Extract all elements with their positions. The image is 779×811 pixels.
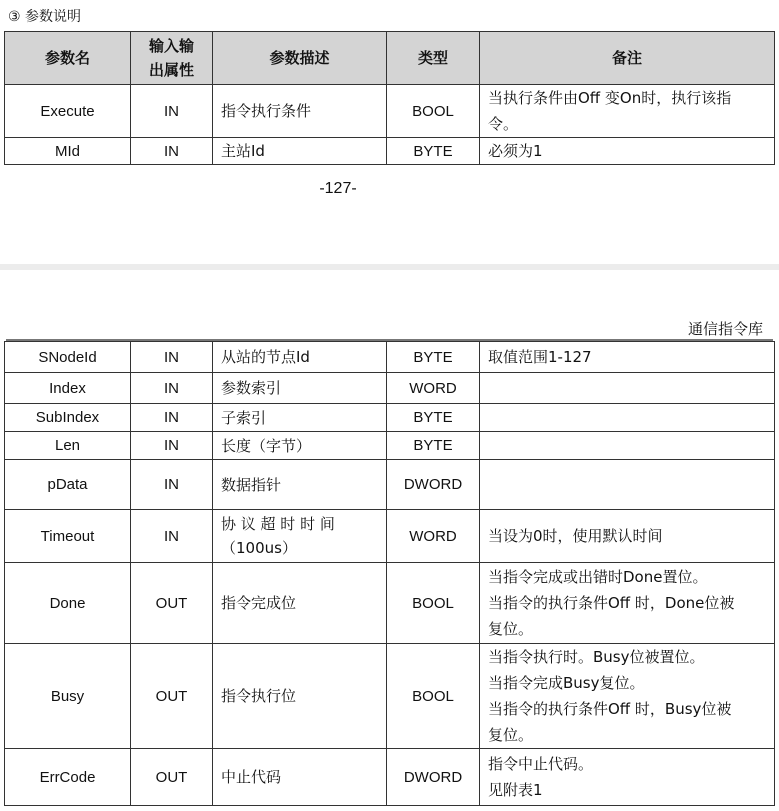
remark-line: 见附表1: [488, 781, 543, 799]
cell-io-attribute: [131, 644, 213, 749]
cell-io-attribute-text: IN: [164, 142, 179, 160]
cell-type: [387, 85, 480, 138]
cell-description: [213, 460, 387, 510]
table-row: [5, 373, 775, 404]
cell-type: [387, 342, 480, 373]
table-row: [5, 85, 775, 138]
cell-param-name: [5, 563, 131, 644]
cell-description-text: 从站的节点Id: [221, 348, 310, 366]
cell-type-text: BOOL: [412, 594, 454, 612]
cell-param-name-text: Execute: [40, 102, 95, 120]
cell-type-text: BOOL: [412, 687, 454, 705]
remark-line: 当指令执行时。Busy位被置位。: [488, 648, 705, 666]
cell-io-attribute: [131, 432, 213, 460]
parameter-table-bottom: [4, 341, 775, 806]
cell-io-attribute-text: OUT: [155, 687, 188, 705]
cell-param-name-text: Index: [49, 379, 86, 397]
cell-description: [213, 404, 387, 432]
cell-io-attribute: [131, 460, 213, 510]
header-remarks: 备注: [480, 32, 775, 85]
cell-description: [213, 510, 387, 563]
cell-io-attribute: [131, 138, 213, 165]
cell-description-text: 参数索引: [221, 379, 282, 397]
cell-io-attribute-text: IN: [164, 379, 179, 397]
cell-type: [387, 510, 480, 563]
remark-line: 复位。: [488, 726, 534, 744]
table-row: [5, 138, 775, 165]
cell-remarks: [480, 342, 775, 373]
cell-description-text: 指令完成位: [221, 594, 297, 612]
cell-type: [387, 749, 480, 806]
cell-description: [213, 342, 387, 373]
cell-param-name: [5, 749, 131, 806]
cell-remarks: [480, 749, 775, 806]
cell-param-name-text: ErrCode: [39, 768, 96, 786]
table-row: [5, 644, 775, 749]
remark-line: 当指令完成或出错时Done置位。: [488, 568, 708, 586]
header-type: 类型: [387, 32, 480, 85]
cell-io-attribute-text: IN: [164, 409, 179, 426]
table-row: [5, 563, 775, 644]
page-separator: [0, 264, 779, 270]
cell-description-text: 子索引: [221, 408, 267, 427]
cell-param-name: [5, 460, 131, 510]
cell-type-text: WORD: [409, 379, 457, 397]
cell-io-attribute: [131, 749, 213, 806]
cell-remarks: [480, 138, 775, 165]
cell-param-name: [5, 404, 131, 432]
cell-type: [387, 404, 480, 432]
cell-remarks: [480, 404, 775, 432]
cell-description: [213, 138, 387, 165]
cell-description-text: 主站Id: [221, 142, 265, 160]
cell-remarks: [480, 373, 775, 404]
remark-line: 必须为1: [488, 142, 543, 160]
table-row: [5, 432, 775, 460]
cell-io-attribute-text: IN: [164, 102, 179, 120]
remark-line: 当指令的执行条件Off 时，Busy位被: [488, 700, 732, 718]
cell-io-attribute-text: OUT: [155, 594, 188, 612]
cell-type: [387, 373, 480, 404]
cell-description-text: 长度（字节）: [221, 436, 312, 455]
remark-line: 指令中止代码。: [488, 755, 594, 773]
remark-line: 当执行条件由Off 变On时，执行该指: [488, 89, 732, 107]
cell-type-text: BYTE: [413, 142, 453, 160]
cell-param-name-text: Done: [49, 594, 86, 612]
cell-description-text: 中止代码: [221, 768, 282, 786]
remark-line: 复位。: [488, 620, 534, 638]
remark-line: 当指令完成Busy复位。: [488, 674, 645, 692]
parameter-table-top: [4, 31, 775, 165]
cell-description-text: 数据指针: [221, 475, 282, 494]
cell-param-name-text: MId: [54, 142, 80, 160]
cell-param-name-text: Timeout: [40, 527, 95, 545]
remark-line: 取值范围1-127: [488, 348, 592, 366]
cell-description: [213, 563, 387, 644]
cell-io-attribute: [131, 342, 213, 373]
cell-type: [387, 460, 480, 510]
cell-io-attribute-text: OUT: [155, 768, 188, 786]
cell-type-text: BYTE: [413, 409, 453, 426]
cell-param-name: [5, 85, 131, 138]
remark-line: 当指令的执行条件Off 时，Done位被: [488, 594, 735, 612]
cell-type: [387, 138, 480, 165]
cell-type-text: DWORD: [403, 768, 463, 786]
table-row: [5, 404, 775, 432]
cell-io-attribute: [131, 85, 213, 138]
cell-io-attribute-text: IN: [164, 476, 179, 493]
cell-param-name-text: SubIndex: [35, 409, 100, 426]
page-header-title: 通信指令库: [687, 320, 763, 338]
cell-remarks: [480, 563, 775, 644]
cell-type-text: BYTE: [413, 348, 453, 366]
header-param-description: 参数描述: [213, 32, 387, 85]
cell-io-attribute-text: IN: [164, 348, 179, 366]
cell-type: [387, 563, 480, 644]
remark-line: 令。: [488, 115, 519, 133]
cell-description: [213, 373, 387, 404]
cell-io-attribute: [131, 510, 213, 563]
cell-param-name: [5, 510, 131, 563]
cell-io-attribute: [131, 404, 213, 432]
cell-description: [213, 644, 387, 749]
cell-description-text: 指令执行条件: [221, 102, 312, 120]
cell-io-attribute-text: IN: [164, 527, 179, 545]
cell-param-name-text: SNodeId: [38, 348, 97, 366]
cell-type: [387, 432, 480, 460]
cell-io-attribute-text: IN: [164, 437, 179, 454]
cell-remarks: [480, 644, 775, 749]
page-number: -127-: [319, 180, 357, 197]
header-param-name: 参数名: [5, 32, 131, 85]
cell-io-attribute: [131, 563, 213, 644]
cell-param-name: [5, 644, 131, 749]
cell-param-name: [5, 432, 131, 460]
table-row: [5, 460, 775, 510]
cell-remarks: [480, 510, 775, 563]
cell-io-attribute: [131, 373, 213, 404]
table-row: [5, 510, 775, 563]
cell-param-name-text: Busy: [50, 687, 85, 705]
cell-description-text: 协 议 超 时 时 间 （100us）: [221, 515, 335, 557]
cell-remarks: [480, 432, 775, 460]
section-title: ③ 参数说明: [8, 9, 82, 25]
cell-description: [213, 432, 387, 460]
cell-remarks: [480, 460, 775, 510]
cell-param-name: [5, 342, 131, 373]
cell-type-text: BYTE: [413, 437, 453, 454]
table-row: [5, 749, 775, 806]
cell-remarks: [480, 85, 775, 138]
cell-param-name: [5, 138, 131, 165]
cell-description: [213, 749, 387, 806]
table-header-row: [5, 32, 775, 85]
cell-description: [213, 85, 387, 138]
table-row: [5, 342, 775, 373]
cell-param-name-text: Len: [54, 437, 81, 454]
cell-description-text: 指令执行位: [221, 687, 297, 705]
cell-type-text: WORD: [409, 527, 457, 545]
header-io-attribute: 输入输 出属性: [131, 32, 213, 85]
cell-type: [387, 644, 480, 749]
cell-param-name: [5, 373, 131, 404]
cell-type-text: DWORD: [403, 476, 463, 493]
cell-param-name-text: pData: [47, 476, 88, 493]
cell-type-text: BOOL: [412, 102, 454, 120]
remark-line: 当设为0时，使用默认时间: [488, 527, 663, 545]
